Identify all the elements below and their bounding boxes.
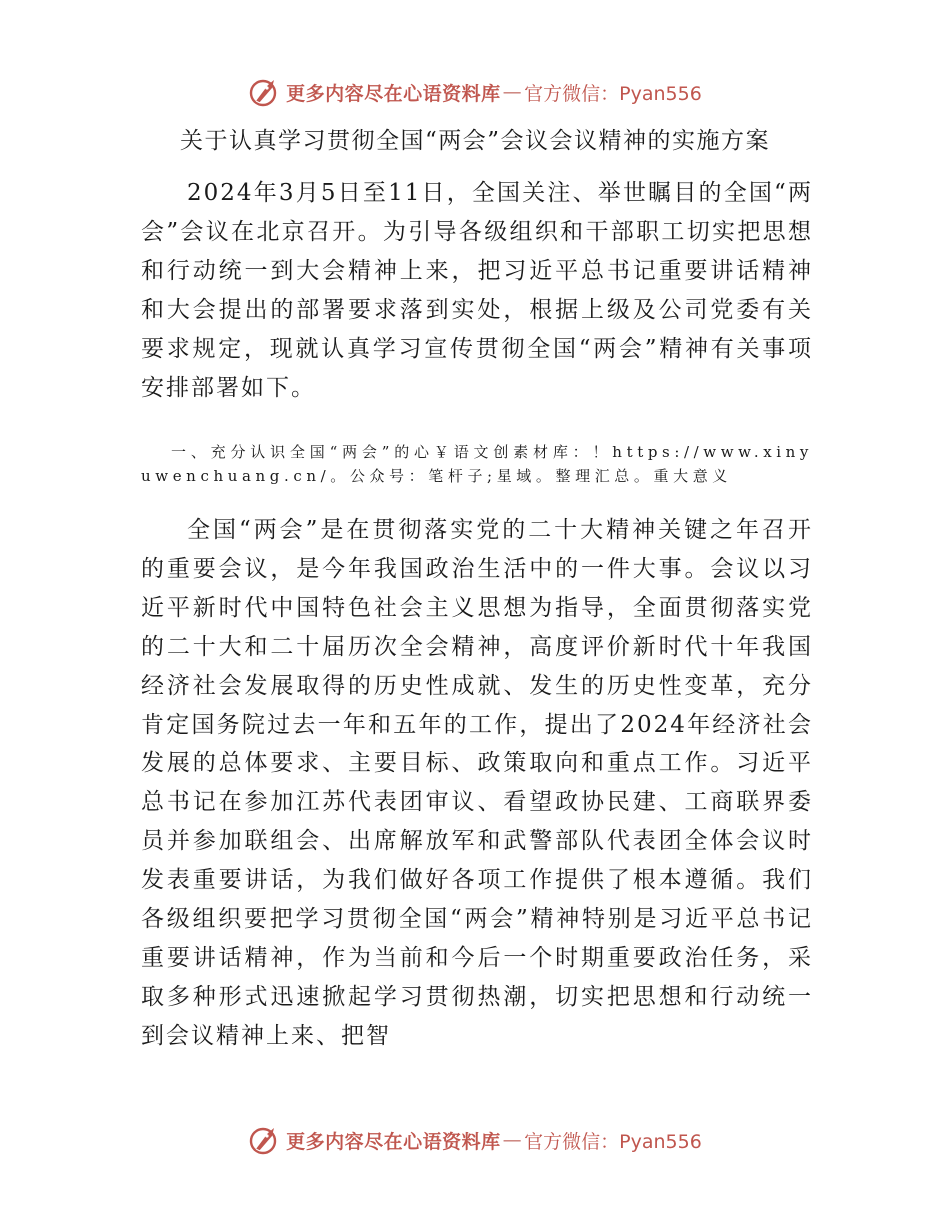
document-title: 关于认真学习贯彻全国“两会”会议会议精神的实施方案 [179,128,771,154]
pen-nib-logo-icon [248,1124,280,1156]
banner-contact: 官方微信：Pyan556 [524,1130,702,1153]
body-paragraph: 全国“两会”是在贯彻落实党的二十大精神关键之年召开的重要会议，是今年我国政治生活中的一件大事。会议以习近平新时代中国特色社会主义思想为指导，全面贯彻落实党的二十大和二十届历次全会精神，高度评价新时代十年我国经济社会发展取得的历史性成就、发生的历史性变革，充分肯定国务院过去一年和五年的工作，提出了2024年经济社会发展的总体要求、主要目标、政策取向和重点工作。习近平总书记在参加江苏代表团审议、看望政协民建、工商联界委员并参加联组会、出席解放军和武警部队代表团全体会议时发表重要讲话，为我们做好各项工作提供了根本遵循。我们各级组织要把学习贯彻全国“两会”精神特别是习近平总书记重要讲话精神，作为当前和今后一个时期重要政治任务，采取多种形式迅速掀起学习贯彻热潮，切实把思想和行动统一到会议精神上来、把智 [141,517,813,1049]
section-heading: 一、充分认识全国“两会”的心￥语文创素材库：！https://www.xinyuwenchuang.cn/。公众号：笔杆子;星域。整理汇总。重大意义 [141,443,813,485]
banner-separator: — [502,81,523,103]
banner-text: 更多内容尽在心语资料库 [286,82,501,105]
intro-paragraph: 2024年3月5日至11日，全国关注、举世瞩目的全国“两会”会议在北京召开。为引导各级组织和干部职工切实把思想和行动统一到大会精神上来，把习近平总书记重要讲话精神和大会提出的部署要求落到实处，根据上级及公司党委有关要求规定，现就认真学习宣传贯彻全国“两会”精神有关事项安排部署如下。 [141,180,813,401]
header-banner [0,72,950,112]
banner-separator: — [502,1129,523,1151]
banner-contact: 官方微信：Pyan556 [524,82,702,105]
banner-text: 更多内容尽在心语资料库 [286,1130,501,1153]
footer-banner [0,1120,950,1160]
pen-nib-logo-icon [248,76,280,108]
